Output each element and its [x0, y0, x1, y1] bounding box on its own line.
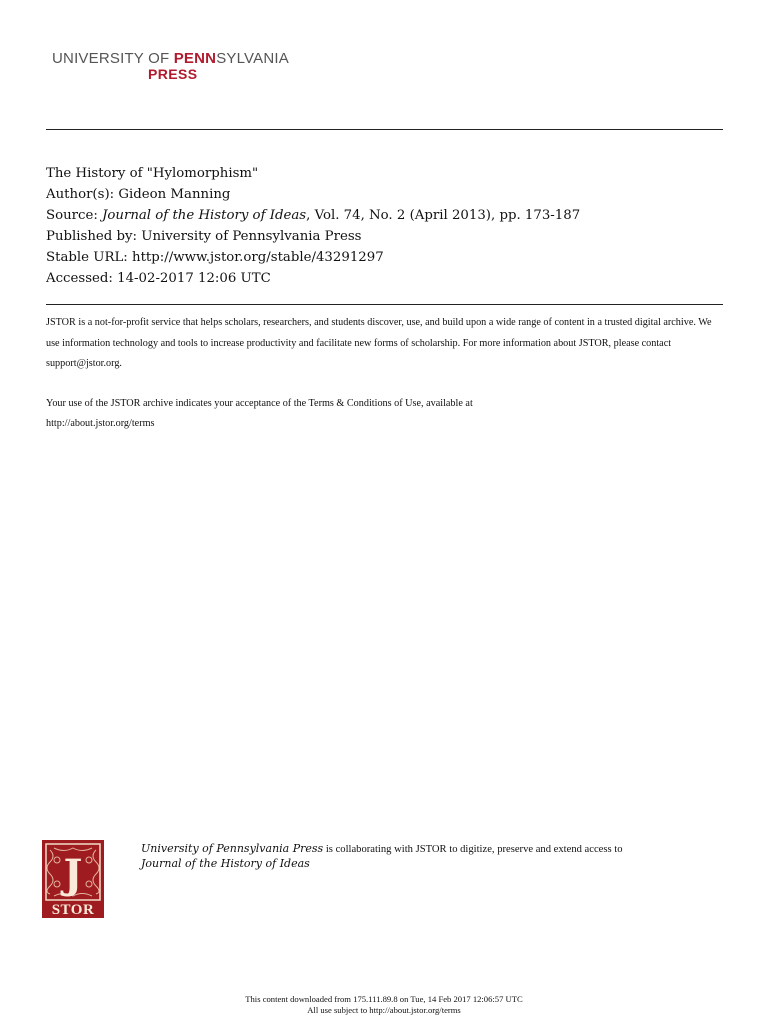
jstor-description: JSTOR is a not-for-profit service that helps scholars, researchers, and students discover, use, and build upon a wide range of content in a trusted digital archive. We use information technology and tools to increase productivity and facilitate new forms of scholarship. For more information about JSTOR, please contact support@jstor.org. — [46, 317, 712, 369]
logo-suffix: SYLVANIA — [216, 50, 289, 67]
collab-text: is collaborating with JSTOR to digitize, preserve and extend access to — [323, 844, 623, 855]
logo-penn: PENN — [173, 50, 217, 67]
university-press-logo — [52, 50, 289, 82]
article-title: The History of "Hylomorphism" — [46, 166, 259, 181]
collab-journal: Journal of the History of Ideas — [141, 857, 310, 870]
accessed-date: 14-02-2017 12:06 UTC — [117, 271, 271, 286]
footer-terms: All use subject to http://about.jstor.org/terms — [307, 1005, 461, 1015]
author-label: Author(s): — [46, 187, 119, 202]
accessed-label: Accessed: — [46, 271, 118, 286]
source-journal: Journal of the History of Ideas — [102, 208, 307, 223]
jstor-logo-wordmark: STOR — [51, 902, 95, 918]
collaboration-statement — [141, 842, 731, 871]
accessed-line — [46, 268, 736, 289]
terms-notice — [46, 394, 726, 435]
logo-press: PRESS — [148, 66, 198, 82]
download-footer — [0, 994, 768, 1016]
collab-line-1 — [141, 842, 731, 857]
stable-url-label: Stable URL: — [46, 250, 132, 265]
top-divider — [46, 129, 723, 130]
logo-prefix: UNIVERSITY OF — [52, 50, 174, 67]
middle-divider — [46, 304, 723, 305]
logo-line-1 — [52, 50, 289, 67]
stable-url-link[interactable]: http://www.jstor.org/stable/43291297 — [132, 250, 384, 265]
jstor-logo — [42, 840, 104, 918]
footer-download-info: This content downloaded from 175.111.89.8 on Tue, 14 Feb 2017 12:06:57 UTC — [245, 994, 523, 1004]
published-line — [46, 226, 736, 247]
source-line — [46, 205, 736, 226]
jstor-logo-letter: J — [63, 851, 83, 898]
terms-link[interactable]: http://about.jstor.org/terms — [46, 418, 155, 429]
collab-publisher: University of Pennsylvania Press — [141, 842, 324, 855]
stable-url-line — [46, 247, 736, 268]
article-metadata — [46, 163, 736, 289]
publisher-name: University of Pennsylvania Press — [141, 229, 362, 244]
source-details: , Vol. 74, No. 2 (April 2013), pp. 173-187 — [306, 208, 581, 223]
author-line — [46, 184, 736, 205]
terms-text: Your use of the JSTOR archive indicates your acceptance of the Terms & Conditions of Use, available at — [46, 397, 473, 409]
published-label: Published by: — [46, 229, 142, 244]
jstor-logo-graphic — [42, 840, 104, 918]
source-label: Source: — [46, 208, 103, 223]
author-name: Gideon Manning — [118, 187, 231, 202]
jstor-notice — [46, 313, 726, 454]
